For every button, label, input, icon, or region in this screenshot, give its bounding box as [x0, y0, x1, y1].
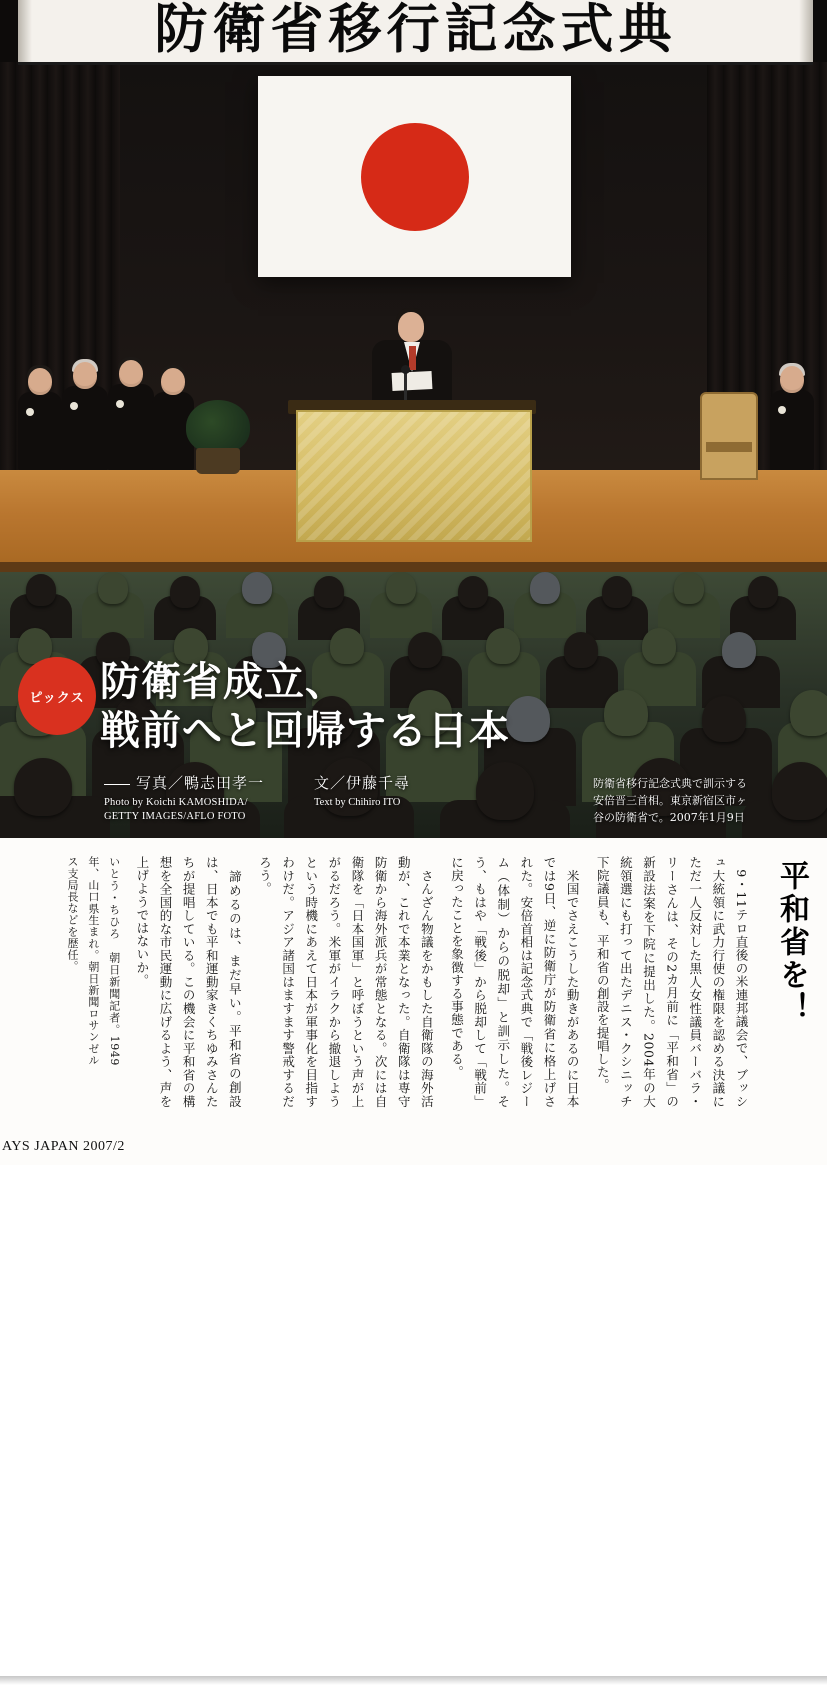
- caption-line-2: 安倍晋三首相。東京新宿区市ヶ: [593, 794, 747, 808]
- audience-head: [170, 576, 200, 608]
- japanese-flag: [258, 76, 571, 277]
- headline-line-1: 防衛省成立、: [100, 658, 346, 705]
- speaker-necktie: [409, 346, 416, 370]
- seated-official: [108, 384, 154, 470]
- article-title: 平和省を！: [774, 860, 809, 1025]
- audience-head: [722, 632, 756, 668]
- page-title: [100, 658, 660, 756]
- seated-official: [62, 386, 108, 470]
- lapel-flower: [116, 400, 124, 408]
- article-column: さんざん物議をかもした自衛隊の海外活動が、これで本業となった。自衛隊は専守防衛から海外派兵が常態となる。次には自衛隊を「日本国軍」と呼ぼうという声が上がるだろう。米軍がイラクから撤退しようという時機にあえて日本が軍事化を目指すわけだ。アジア諸国はますます警戒するだろう。: [257, 856, 435, 1108]
- seated-official: [18, 392, 62, 470]
- article-column: 9・11テロ直後の米連邦議会で、ブッシュ大統領に武力行使の権限を認める決議にただ一人反対した黒人女性議員バーバラ・リーさんは、その2カ月前に「平和省」の新設法案を下院に提出した。2004年の大統領選にも打って出たデニス・クシニッチ下院議員も、平和省の創設を提唱した。: [595, 856, 749, 1108]
- audience-head: [748, 576, 778, 608]
- ceremony-banner: [18, 0, 813, 65]
- article-body: [0, 838, 827, 1165]
- page-footer: AYS JAPAN 2007/2: [2, 1139, 125, 1154]
- audience-head: [242, 572, 272, 604]
- audience-head: [14, 758, 72, 816]
- potted-plant-foliage: [186, 400, 250, 454]
- head: [161, 368, 185, 395]
- photo-credit-jp: [104, 772, 264, 793]
- audience-head: [602, 576, 632, 608]
- photo-credit-en-2: GETTY IMAGES/AFLO FOTO: [104, 811, 246, 823]
- lapel-flower: [778, 406, 786, 414]
- seated-official: [770, 390, 814, 470]
- text-credit: [314, 772, 410, 810]
- head: [780, 366, 804, 393]
- audience-head: [26, 574, 56, 606]
- credit-rule: [104, 784, 130, 785]
- topics-badge: [18, 657, 96, 735]
- head: [73, 362, 97, 389]
- audience-head: [98, 572, 128, 604]
- photo-credit-jp-text: 写真／鴨志田孝一: [136, 774, 265, 792]
- speech-paper: [392, 371, 433, 391]
- topics-badge-label: ピックス: [29, 690, 85, 706]
- audience-head: [702, 696, 746, 742]
- head: [28, 368, 52, 395]
- caption-line-3: 谷の防衛省で。2007年1月9日: [593, 811, 745, 825]
- head: [119, 360, 143, 387]
- audience-head: [790, 690, 827, 736]
- article-column: 米国でさえこうした動きがあるのに日本では9日、逆に防衛庁が防衛省に格上げされた。安倍首相は記念式典で「戦後レジーム（体制）からの脱却」と訓示した。そう、もはや「戦後」から脱却して「戦前」に戻ったことを象徴する事態である。: [449, 856, 581, 1108]
- text-credit-jp-text: 文／伊藤千尋: [314, 774, 411, 792]
- microphone-icon: [404, 370, 407, 402]
- stage-edge: [0, 562, 827, 572]
- flag-sun-disc: [361, 123, 469, 231]
- audience-head: [458, 576, 488, 608]
- photo-credit-en-1: Photo by Koichi KAMOSHIDA/: [104, 797, 248, 808]
- text-credit-jp: [314, 772, 410, 793]
- ceremony-banner-text: 防衛省移行記念式典: [154, 0, 677, 60]
- empty-chair: [700, 392, 758, 480]
- audience-head: [386, 572, 416, 604]
- author-bio: いとう・ちひろ 朝日新聞記者。1949年、山口県生まれ。朝日新聞ロサンゼルス支局長などを歴任。: [65, 856, 121, 1066]
- audience-head: [476, 762, 534, 820]
- caption-line-1: 防衛省移行記念式典で訓示する: [593, 777, 747, 790]
- article-column: 諦めるのは、まだ早い。平和省の創設は、日本でも平和運動家きくちゆみさんたちが提唱している。この機会に平和省の構想を全国的な市民運動に広げるよう、声を上げようではないか。: [134, 856, 243, 1108]
- text-credit-en: Text by Chihiro ITO: [314, 797, 401, 808]
- headline-line-2: 戦前へと回帰する日本: [100, 706, 510, 754]
- audience-head: [530, 572, 560, 604]
- audience-head: [314, 576, 344, 608]
- speaker-head: [398, 312, 424, 342]
- lapel-flower: [70, 402, 78, 410]
- audience-head: [674, 572, 704, 604]
- photo-caption: [593, 775, 811, 826]
- photo-credit: [104, 772, 264, 824]
- lead-photograph: [0, 0, 827, 838]
- potted-plant-pot: [196, 448, 240, 474]
- podium: [296, 410, 532, 542]
- lapel-flower: [26, 408, 34, 416]
- page-fold-shadow: [0, 1676, 827, 1685]
